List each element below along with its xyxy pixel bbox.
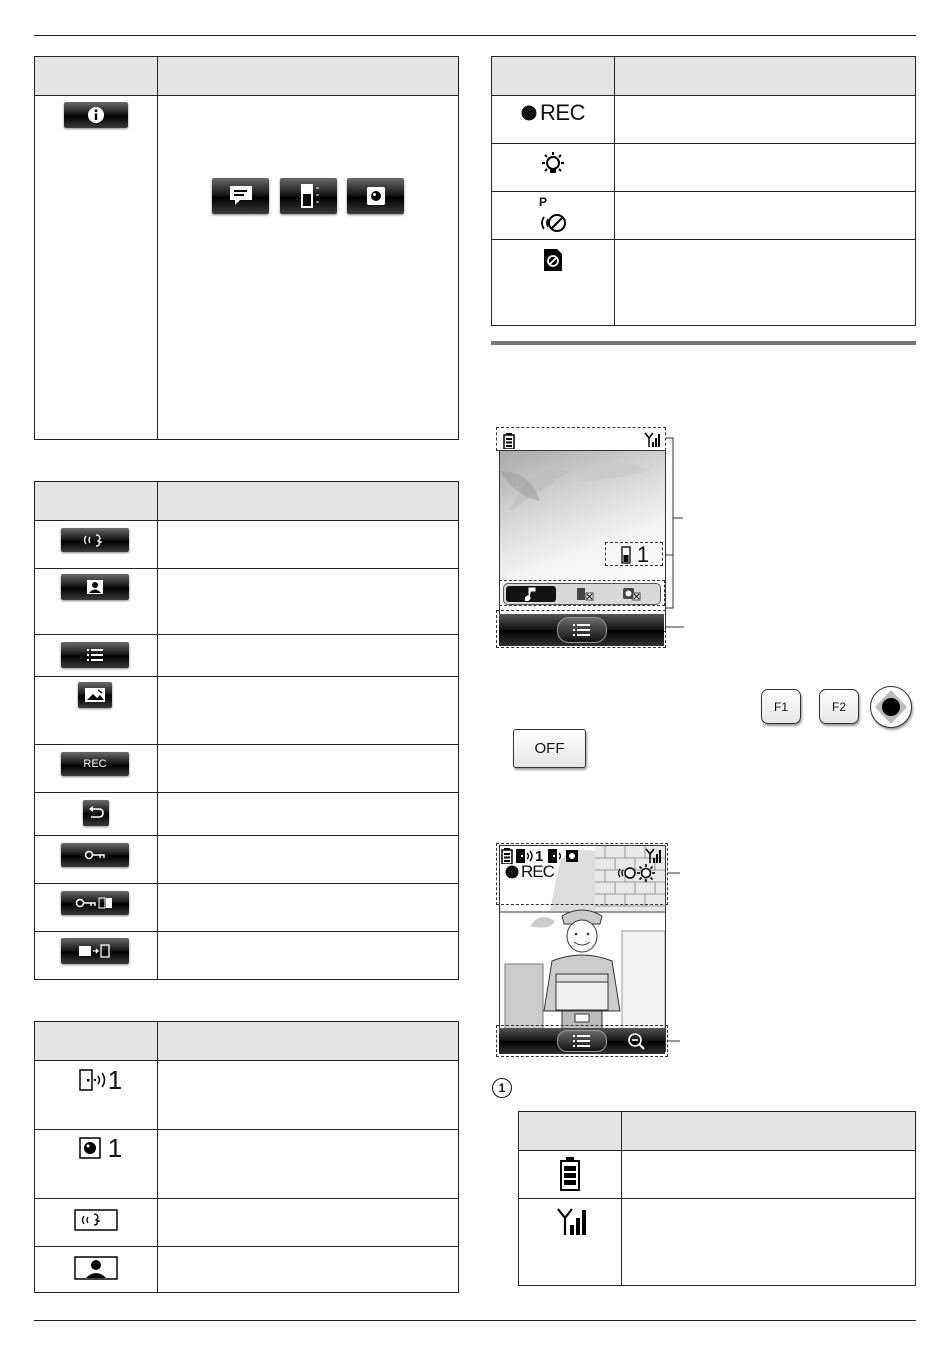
info-icon [87, 106, 105, 124]
message-icon [228, 184, 254, 208]
talk-frame-icon [74, 1209, 118, 1231]
f1-key[interactable] [761, 689, 801, 724]
privacy-icon [538, 209, 568, 235]
privacy-status [535, 195, 571, 235]
light-icon [539, 151, 567, 179]
callout-lines [668, 840, 688, 1060]
rec-status-label: REC [540, 100, 585, 125]
unit-number: 1 [636, 542, 650, 567]
camera-status [75, 1134, 125, 1162]
door-number: 1 [535, 847, 544, 865]
camera-button[interactable] [347, 178, 404, 214]
transfer-button[interactable] [61, 938, 129, 964]
signal-strength-icon [556, 1207, 586, 1237]
doorphone-number: 1 [107, 1065, 123, 1095]
snapshot-button[interactable] [78, 682, 112, 708]
circled-step-number [492, 1078, 512, 1098]
button-table [34, 481, 459, 980]
signal-status [555, 1206, 587, 1238]
info-button[interactable] [64, 102, 128, 128]
sd-card-error-icon [542, 247, 564, 273]
callout-tab-area [499, 580, 665, 606]
key-gate-icon [75, 896, 115, 910]
battery-icon [559, 1157, 581, 1191]
table-header [492, 57, 915, 96]
privacy-sub-label: P [539, 195, 548, 209]
bottom-rule [34, 1320, 916, 1321]
camera-number: 1 [107, 1133, 123, 1163]
sd-card-status [540, 245, 566, 275]
f2-key-label: F2 [831, 699, 846, 714]
intercom-button[interactable] [280, 178, 337, 214]
monitor-person-icon [86, 579, 104, 595]
record-dot-icon [521, 105, 537, 121]
back-arrow-icon [87, 805, 105, 821]
talk-wave-icon [81, 532, 109, 548]
section-bar [491, 341, 916, 345]
doorphone-icon [78, 1067, 108, 1093]
video-screen-diagram [491, 840, 691, 1062]
f1-key-label: F1 [773, 699, 788, 714]
rec-button[interactable] [61, 752, 129, 776]
table-header [35, 1022, 458, 1061]
talk-button[interactable] [61, 528, 129, 552]
table-header [35, 57, 458, 96]
camera-icon [78, 1136, 102, 1160]
key-icon [84, 849, 106, 861]
unlock-button[interactable] [61, 843, 129, 867]
callout-status-area [496, 427, 666, 451]
status-icon-table [34, 1021, 459, 1293]
battery-status [557, 1156, 583, 1192]
person-frame-icon [74, 1256, 118, 1280]
rec-overlay-label: REC [521, 862, 554, 881]
bracket-lines [663, 430, 693, 630]
recording-icon-table [491, 56, 916, 326]
light-status [537, 149, 569, 181]
message-button[interactable] [212, 178, 269, 214]
circled-step-label: 1 [498, 1081, 506, 1095]
info-table [34, 56, 459, 440]
rec-status [517, 99, 589, 127]
transfer-icon [77, 943, 113, 959]
off-key-label: OFF [534, 740, 565, 757]
callout-unit-area [605, 542, 663, 566]
rec-button-label: REC [83, 758, 107, 770]
talk-frame-status [73, 1208, 119, 1232]
navigator-key[interactable] [870, 686, 912, 728]
menu-button[interactable] [61, 642, 129, 668]
list-menu-icon [86, 648, 104, 662]
back-button[interactable] [83, 800, 109, 826]
camera-icon [365, 186, 387, 206]
top-rule [34, 35, 916, 36]
f2-key[interactable] [819, 689, 859, 724]
off-key[interactable] [513, 729, 586, 768]
table-header [35, 482, 458, 521]
intercom-handset-icon [298, 182, 320, 210]
display-icon-table [518, 1111, 916, 1286]
doorphone-status [75, 1066, 125, 1094]
navigator-dpad-icon [871, 687, 911, 727]
callout-overlay-area [496, 843, 668, 905]
monitor-frame-status [73, 1255, 119, 1281]
unlock-gate-button[interactable] [61, 891, 129, 915]
callout-softkey-area [496, 610, 666, 648]
table-header [519, 1112, 915, 1151]
callout-softkey-area [496, 1025, 668, 1057]
leaf-background [500, 451, 665, 541]
standby-screen-diagram [491, 420, 691, 655]
snapshot-icon [84, 686, 106, 704]
monitor-button[interactable] [61, 574, 129, 600]
